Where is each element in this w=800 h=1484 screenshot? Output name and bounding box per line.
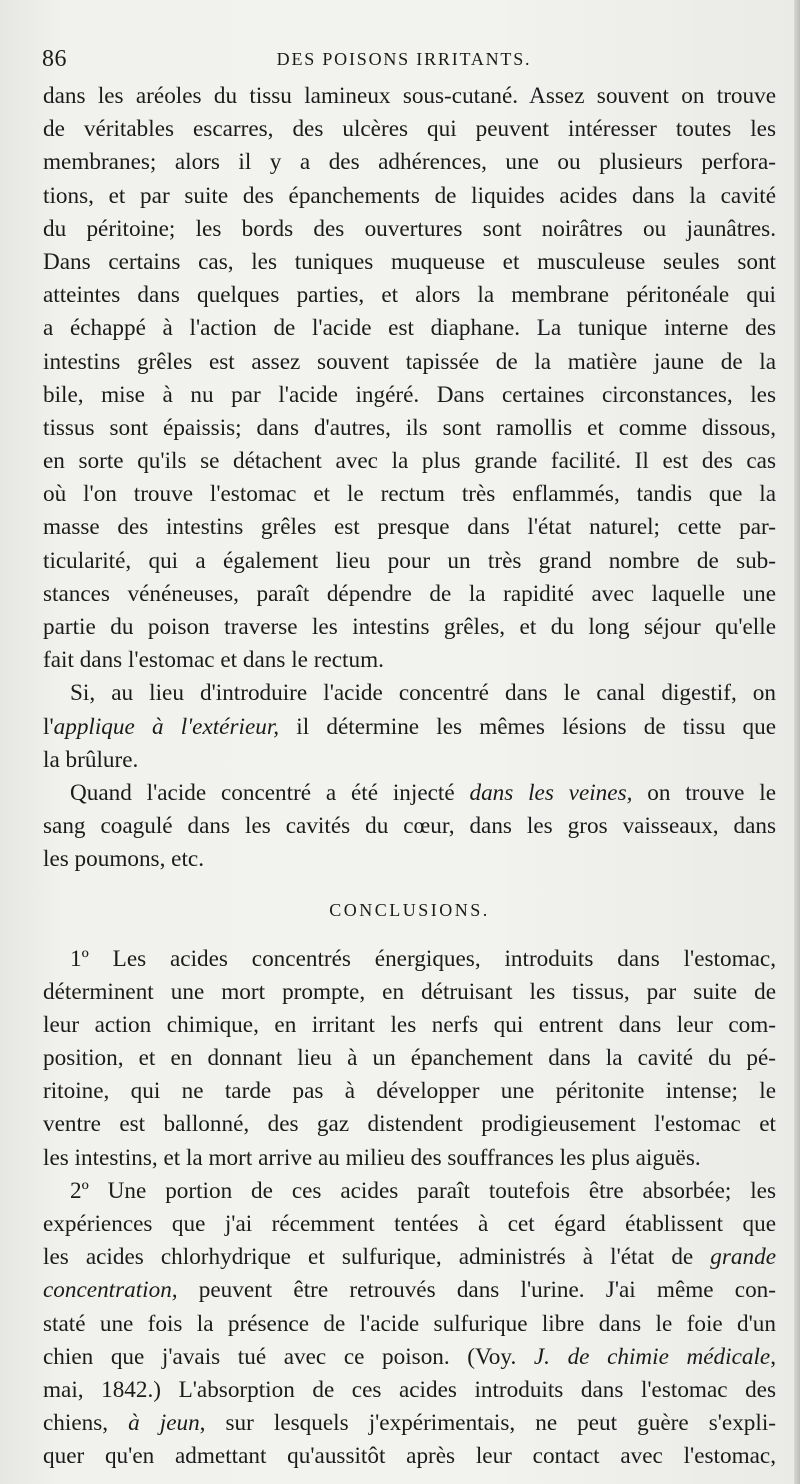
text-line: partie du poison traverse les intestins grêles, et du long séjour qu'elle — [43, 614, 776, 640]
emphasis: à jeun — [128, 1410, 200, 1437]
text-line: expériences que j'ai récemment tentées à cet égard établissent que — [43, 1211, 776, 1237]
running-head — [40, 44, 768, 78]
text-line — [43, 1274, 776, 1307]
text-line: la brûlure. — [43, 746, 139, 773]
paragraph — [43, 1175, 776, 1474]
text-line: fait dans l'estomac et dans le rectum. — [43, 647, 384, 674]
text-line: dans les aréoles du tissu lamineux sous-cutané. Assez souvent on trouve — [43, 83, 776, 109]
text-line: atteintes dans quelques parties, et alors la membrane péritonéale qui — [43, 282, 776, 309]
text-line — [43, 711, 776, 744]
text-line: ticularité, qui a également lieu pour un très grand nombre de sub- — [43, 547, 776, 574]
text-run: les acides chlorhydrique et sulfurique, administrés à l'état de — [43, 1244, 711, 1271]
text-line: les poumons, etc. — [43, 846, 204, 873]
page-edge — [794, 0, 800, 1484]
text-line: intestins grêles est assez souvent tapissée de la matière jaune de la — [43, 348, 776, 375]
text-line: staté une fois la présence de l'acide sulfurique libre dans le foie d'un — [43, 1310, 776, 1337]
text-line: membranes; alors il y a des adhérences, une ou plusieurs perfora- — [43, 149, 776, 176]
text-line: déterminent une mort prompte, en détruisant les tissus, par suite de — [43, 978, 776, 1005]
text-run: , sur lesquels j'expérimentais, ne peut guère s'expli- — [199, 1410, 776, 1437]
text-line: masse des intestins grêles est presque dans l'état naturel; cette par- — [43, 514, 776, 541]
paragraph — [43, 80, 776, 677]
emphasis: grande — [710, 1244, 776, 1271]
running-title: DES POISONS IRRITANTS. — [276, 49, 532, 69]
text-line: Si, au lieu d'introduire l'acide concentré dans le canal digestif, on — [70, 680, 776, 707]
text-line: Dans certains cas, les tuniques muqueuse et musculeuse seules sont — [43, 248, 776, 275]
text-line: 1º Les acides concentrés énergiques, introduits dans l'estomac, — [70, 945, 776, 972]
text-run: chien que j'avais tué avec ce poison. (Voy. — [43, 1343, 534, 1370]
text-line: position, et en donnant lieu à un épanchement dans la cavité du pé- — [43, 1045, 776, 1072]
text-line: en sorte qu'ils se détachent avec la plus grande facilité. Il est des cas — [43, 448, 776, 475]
text-line: ritoine, qui ne tarde pas à développer une péritonite intense; le — [43, 1078, 776, 1105]
text-line: sang coagulé dans les cavités du cœur, dans les gros vaisseaux, dans — [43, 813, 776, 840]
text-line: 2º Une portion de ces acides paraît toutefois être absorbée; les — [70, 1177, 776, 1204]
text-line: ventre est ballonné, des gaz distendent prodigieusement l'estomac et — [43, 1111, 776, 1138]
emphasis: J. de chimie médicale — [533, 1343, 771, 1370]
section-heading: CONCLUSIONS. — [329, 899, 490, 920]
text-line: tissus sont épaissis; dans d'autres, ils sont ramollis et comme dissous, — [43, 414, 776, 441]
text-line — [43, 777, 776, 810]
text-run: , — [770, 1343, 776, 1370]
text-line: mai, 1842.) L'absorption de ces acides introduits dans l'estomac des — [43, 1376, 776, 1403]
text-line: de véritables escarres, des ulcères qui peuvent intéresser toutes les — [43, 116, 776, 143]
text-run: il détermine les mêmes lésions de tissu que — [279, 713, 777, 740]
emphasis: dans les veines, — [469, 779, 633, 806]
text-line: bile, mise à nu par l'acide ingéré. Dans certaines circonstances, les — [43, 381, 776, 408]
emphasis: concentration, — [43, 1277, 178, 1304]
text-run: on trouve le — [632, 779, 777, 806]
page-number: 86 — [42, 46, 67, 72]
text-line — [43, 1341, 776, 1374]
text-run: l' — [43, 713, 54, 740]
text-run: chiens, — [43, 1410, 129, 1437]
text-line: a échappé à l'action de l'acide est diaphane. La tunique interne des — [43, 315, 776, 342]
text-line: où l'on trouve l'estomac et le rectum très enflammés, tandis que la — [43, 481, 776, 508]
text-line: stances vénéneuses, paraît dépendre de la rapidité avec laquelle une — [43, 580, 776, 607]
emphasis: applique à l'extérieur, — [53, 713, 280, 740]
text-line — [43, 1407, 776, 1440]
paragraph — [43, 677, 776, 777]
body-text — [43, 80, 776, 1474]
paragraph — [43, 943, 776, 1175]
text-line: leur action chimique, en irritant les nerfs qui entrent dans leur com- — [43, 1011, 776, 1038]
paragraph — [43, 777, 776, 877]
text-line: du péritoine; les bords des ouvertures sont noirâtres ou jaunâtres. — [43, 215, 776, 242]
text-run: peuvent être retrouvés dans l'urine. J'ai même con- — [177, 1277, 776, 1304]
text-run: Quand l'acide concentré a été injecté — [70, 779, 470, 806]
text-line: les intestins, et la mort arrive au milieu des souffrances les plus aiguës. — [43, 1144, 701, 1171]
text-line: tions, et par suite des épanchements de liquides acides dans la cavité — [43, 182, 776, 209]
text-line: quer qu'en admettant qu'aussitôt après leur contact avec l'estomac, — [43, 1443, 776, 1470]
text-line — [43, 1241, 776, 1274]
